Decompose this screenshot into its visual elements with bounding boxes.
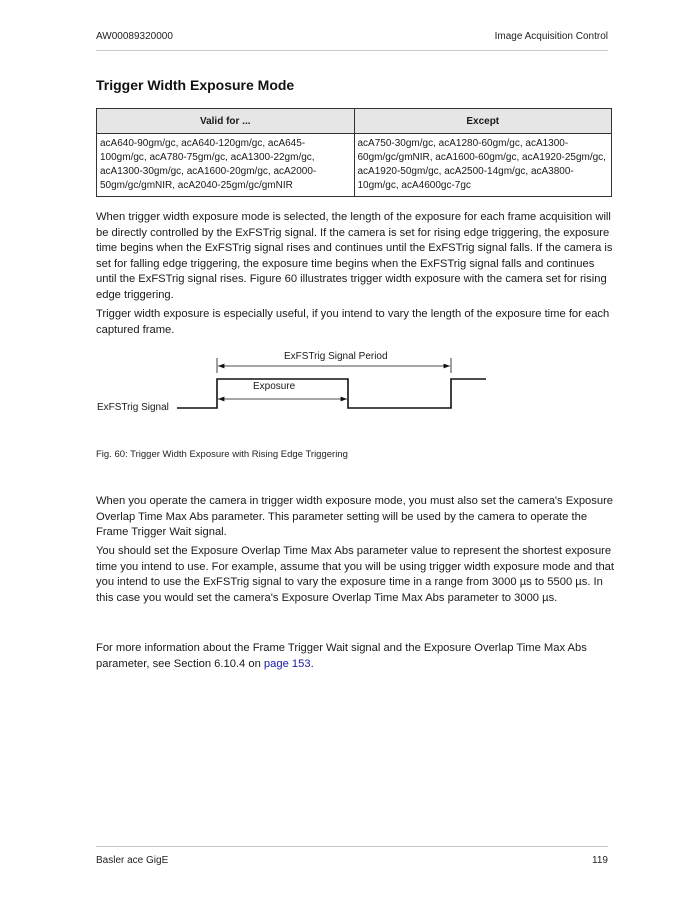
paragraph-usefulness: Trigger width exposure is especially useful, if you intend to vary the length of the exposure time for each captured frame. (96, 308, 610, 336)
column-header-valid-for: Valid for ... (97, 109, 355, 134)
paragraph-mode-description: When trigger width exposure mode is selected, the length of the exposure for each frame acquisition will be directly controlled by the ExFSTrig signal. If the camera is set for rising edge triggering, the exposure time begins when the ExFSTrig signal rises and continues until the ExFSTrig signal falls. If the camera is set for falling edge triggering, the exposure time begins when the ExFSTrig signal falls and continues until the ExFSTrig signal rises. Figure 60 illustrates trigger width exposure with the camera set for rising edge triggering. (96, 211, 613, 301)
product-name: Basler ace GigE (96, 855, 169, 866)
paragraph-overlap-parameter: When you operate the camera in trigger width exposure mode, you must also set the camera's Exposure Overlap Time Max Abs parameter. This parameter setting will be used by the camera to operate the Frame Trigger Wait signal. (96, 495, 614, 538)
document-id: AW00089320000 (96, 31, 173, 42)
figure-caption: Fig. 60: Trigger Width Exposure with Rising Edge Triggering (96, 449, 348, 460)
valid-for-models: acA640-90gm/gc, acA640-120gm/gc, acA645-100gm/gc, acA780-75gm/gc, acA1300-22gm/gc, acA1300-30gm/gc, acA1600-20gm/gc, acA2000-50gm/gc/gmNIR, acA2040-25gm/gc/gmNIR (97, 134, 355, 197)
timing-diagram-graphic (0, 0, 677, 440)
section-name: Image Acquisition Control (494, 31, 608, 42)
column-header-except: Except (354, 109, 612, 134)
more-info-end: . (310, 657, 314, 670)
period-label: ExFSTrig Signal Period (284, 351, 388, 362)
section-title: Trigger Width Exposure Mode (96, 77, 295, 93)
page-number: 119 (592, 855, 608, 866)
more-info-text: For more information about the Frame Trigger Wait signal and the Exposure Overlap Time Max Abs parameter, see Section 6.10.4 on (96, 642, 587, 670)
exposure-label: Exposure (253, 381, 296, 392)
paragraph-example: You should set the Exposure Overlap Time Max Abs parameter value to represent the shortest exposure time you intend to use. For example, assume that you will be using trigger width exposure mode and that you intend to use the ExFSTrig signal to vary the exposure time in a range from 3000 µs to 5500 µs. In this case you would set the camera's Exposure Overlap Time Max Abs parameter to 3000 µs. (96, 545, 615, 604)
except-models: acA750-30gm/gc, acA1280-60gm/gc, acA1300-60gm/gc/gmNIR, acA1600-60gm/gc, acA1920-25gm/gc, acA1920-50gm/gc, acA2500-14gm/gc, acA3800-10gm/gc, acA4600gc-7gc (354, 134, 612, 197)
footer-divider (96, 846, 608, 847)
paragraph-more-info (96, 641, 616, 672)
page-153-link[interactable]: page 153 (263, 657, 311, 670)
signal-label: ExFSTrig Signal (97, 402, 169, 413)
